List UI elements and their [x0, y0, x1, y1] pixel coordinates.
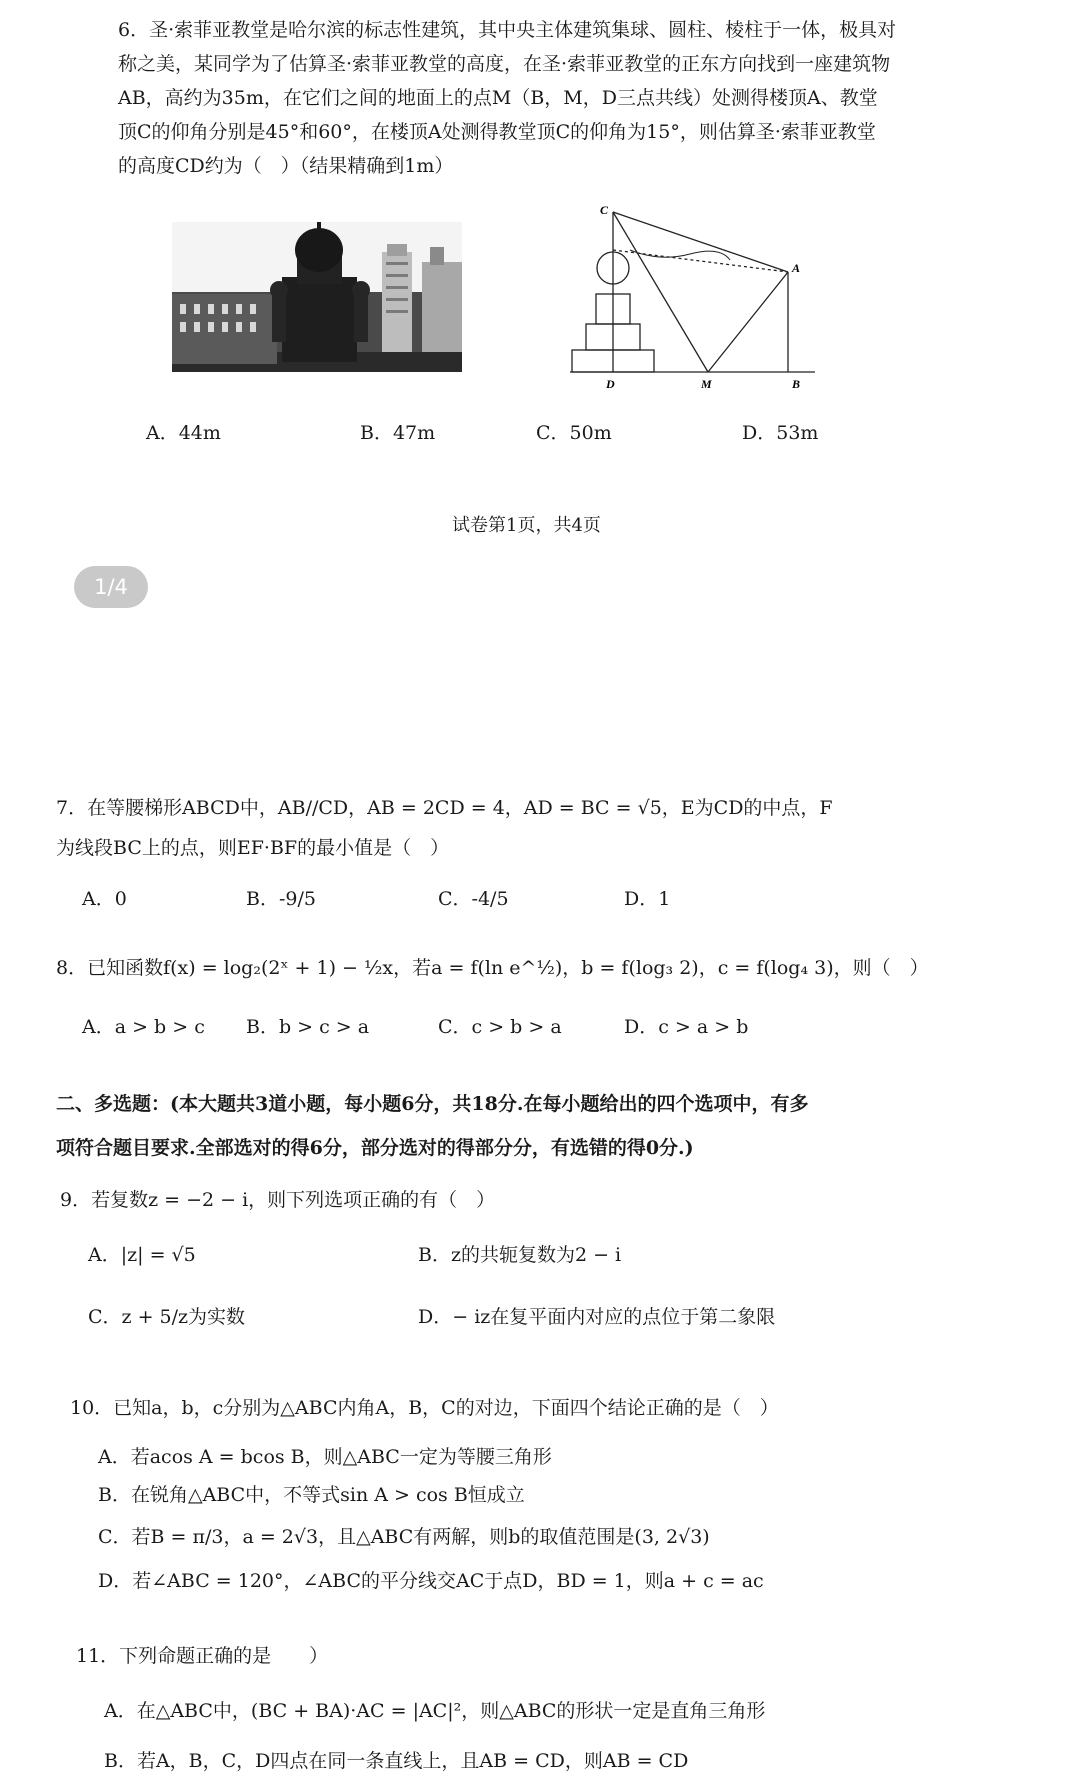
q6-option-d[interactable]: D．53m [742, 422, 819, 444]
q10-option-a[interactable]: A．若acos A = bcos B，则△ABC一定为等腰三角形 [98, 1446, 552, 1468]
q6-line-4: 顶C的仰角分别是45°和60°，在楼顶A处测得教堂顶C的仰角为15°，则估算圣·索菲亚教堂 [118, 121, 876, 143]
label-c: C [600, 203, 609, 217]
label-m: M [701, 377, 712, 391]
q10-stem: 10．已知a，b，c分别为△ABC内角A，B，C的对边，下面四个结论正确的是（ ） [70, 1397, 779, 1419]
q11-option-a[interactable]: A．在△ABC中，(BC + BA)·AC = |AC|²，则△ABC的形状一定是直角三角形 [104, 1700, 766, 1722]
q10-option-b[interactable]: B．在锐角△ABC中，不等式sin A > cos B恒成立 [98, 1484, 525, 1506]
q9-option-b[interactable]: B．z的共轭复数为2 − i [418, 1244, 622, 1266]
q8-line-1: 8．已知函数f(x) = log₂(2ˣ + 1) − ½x，若a = f(ln e^½)，b = f(log₃ 2)，c = f(log₄ 3)，则（ ） [56, 957, 929, 979]
q8-option-a[interactable]: A．a > b > c [82, 1016, 205, 1038]
label-d: D [606, 377, 615, 391]
q6-option-a[interactable]: A．44m [146, 422, 221, 444]
q6-line-2: 称之美，某同学为了估算圣·索菲亚教堂的高度，在圣·索菲亚教堂的正东方向找到一座建筑物 [118, 53, 891, 75]
q7-line-1: 7．在等腰梯形ABCD中，AB//CD，AB = 2CD = 4，AD = BC = √5，E为CD的中点，F [56, 797, 833, 819]
q10-option-c[interactable]: C．若B = π/3，a = 2√3，且△ABC有两解，则b的取值范围是(3, 2√3) [98, 1526, 710, 1548]
geometry-diagram [560, 202, 830, 392]
label-b: B [792, 377, 801, 391]
page-indicator: 1/4 [74, 566, 148, 608]
q8-option-b[interactable]: B．b > c > a [246, 1016, 370, 1038]
q6-line-3: AB，高约为35m，在它们之间的地面上的点M（B，M，D三点共线）处测得楼顶A、教堂 [118, 87, 878, 109]
q6-option-c[interactable]: C．50m [536, 422, 612, 444]
label-a: A [792, 261, 801, 275]
q9-option-a[interactable]: A．|z| = √5 [88, 1244, 196, 1266]
q7-option-d[interactable]: D．1 [624, 888, 671, 910]
section2-line-2: 项符合题目要求.全部选对的得6分，部分选对的得部分分，有选错的得0分.) [56, 1137, 694, 1159]
q8-option-d[interactable]: D．c > a > b [624, 1016, 749, 1038]
page-footer: 试卷第1页，共4页 [452, 515, 601, 536]
q10-option-d[interactable]: D．若∠ABC = 120°，∠ABC的平分线交AC于点D，BD = 1，则a + c = ac [98, 1570, 764, 1592]
q9-option-c[interactable]: C．z + 5/z为实数 [88, 1306, 246, 1328]
q6-line-1: 6．圣·索菲亚教堂是哈尔滨的标志性建筑，其中央主体建筑集球、圆柱、棱柱于一体，极具对 [118, 19, 897, 41]
q7-line-2: 为线段BC上的点，则EF·BF的最小值是（ ） [56, 837, 450, 859]
q7-option-a[interactable]: A．0 [82, 888, 127, 910]
q6-line-5: 的高度CD约为（ ）（结果精确到1m） [118, 155, 454, 177]
q8-option-c[interactable]: C．c > b > a [438, 1016, 562, 1038]
cathedral-photo [172, 222, 462, 372]
q11-option-b[interactable]: B．若A，B，C，D四点在同一条直线上，且AB = CD，则AB = CD [104, 1750, 689, 1772]
q6-option-b[interactable]: B．47m [360, 422, 436, 444]
q11-stem: 11．下列命题正确的是 ） [76, 1645, 329, 1667]
section2-line-1: 二、多选题：(本大题共3道小题，每小题6分，共18分.在每小题给出的四个选项中，有多 [56, 1093, 809, 1115]
q9-stem: 9．若复数z = −2 − i，则下列选项正确的有（ ） [60, 1189, 496, 1211]
q7-option-b[interactable]: B．-9/5 [246, 888, 316, 910]
q7-option-c[interactable]: C．-4/5 [438, 888, 509, 910]
q9-option-d[interactable]: D．− iz在复平面内对应的点位于第二象限 [418, 1306, 776, 1328]
